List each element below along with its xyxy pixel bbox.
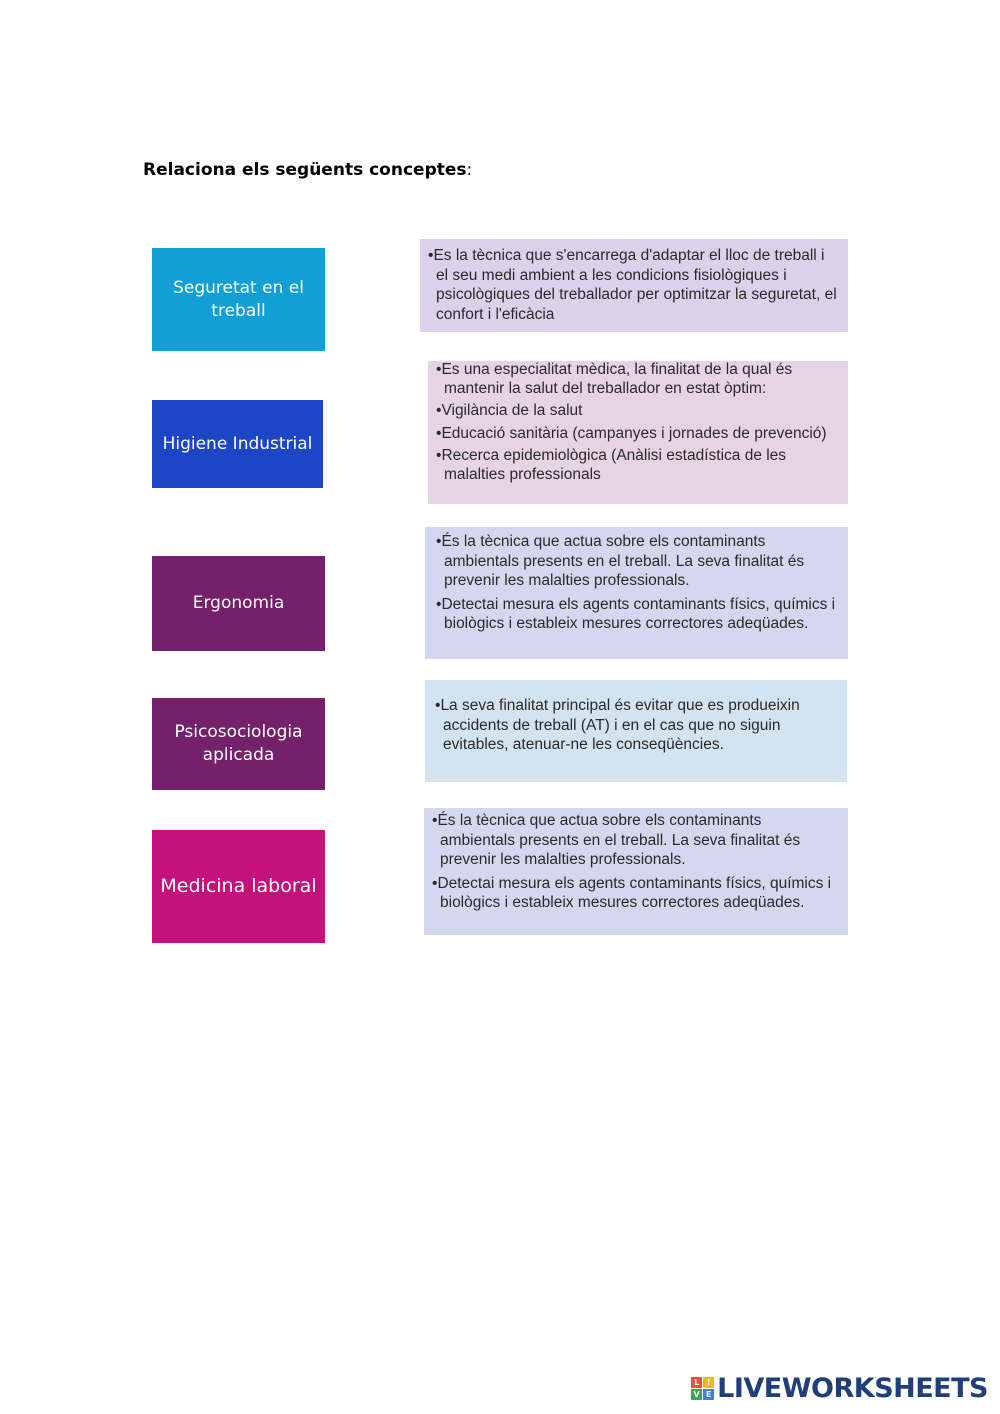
logo-mark-letter: E: [703, 1389, 714, 1400]
instruction-text: Relaciona els següents conceptes: [143, 160, 467, 180]
definition-box-5[interactable]: [424, 808, 848, 935]
definition-item: • Detectai mesura els agents contaminants físics, químics i biològics i estableix mesures correctores adeqüades.: [436, 595, 840, 634]
definition-item: • Vigilància de la salut: [436, 402, 840, 421]
concept-label: Seguretat en el treball: [173, 277, 304, 321]
logo-text: LIVEWORKSHEETS: [717, 1373, 988, 1404]
definition-box-2[interactable]: [428, 361, 848, 504]
definition-box-4[interactable]: [425, 680, 847, 782]
concept-label: Higiene Industrial: [162, 433, 313, 454]
instruction: [143, 160, 472, 180]
definition-item: • Detectai mesura els agents contaminants físics, químics i biològics i estableix mesures correctores adeqüades.: [432, 874, 840, 913]
definition-item: • És la tècnica que actua sobre els contaminants ambientals presents en el treball. La seva finalitat és prevenir les malalties professionals.: [432, 811, 840, 870]
logo-mark-icon: [691, 1377, 714, 1400]
concept-box-seguretat[interactable]: [152, 248, 325, 351]
concept-box-psicosociologia[interactable]: [152, 698, 325, 790]
definition-box-3[interactable]: [425, 527, 848, 659]
concept-box-ergonomia[interactable]: [152, 556, 325, 651]
liveworksheets-logo[interactable]: [691, 1373, 988, 1404]
definition-item: • És la tècnica que actua sobre els contaminants ambientals presents en el treball. La seva finalitat és prevenir les malalties professionals.: [436, 532, 840, 591]
concept-label: Ergonomia: [192, 593, 285, 613]
instruction-colon: :: [466, 160, 473, 180]
concept-label: Medicina laboral: [160, 875, 317, 897]
logo-mark-letter: I: [703, 1377, 714, 1388]
definition-box-1[interactable]: [420, 239, 848, 332]
definition-item: • Es una especialitat mèdica, la finalitat de la qual és mantenir la salut del treballador en estat òptim:: [436, 361, 840, 398]
concept-box-medicina[interactable]: [152, 830, 325, 943]
definition-item: • Educació sanitària (campanyes i jornades de prevenció): [436, 425, 840, 444]
concept-label: Psicosociologia aplicada: [174, 722, 303, 765]
logo-mark-letter: L: [691, 1377, 702, 1388]
definition-item: • Recerca epidemiològica (Anàlisi estadística de les malalties professionals: [436, 447, 840, 484]
concept-box-higiene[interactable]: [152, 400, 323, 488]
definition-item: • Es la tècnica que s'encarrega d'adaptar el lloc de treball i el seu medi ambient a les condicions fisiològiques i psicològiques del treballador per optimitzar la seguretat, el confort i l'eficàcia: [428, 246, 840, 324]
definition-item: • La seva finalitat principal és evitar que es produeixin accidents de treball (AT) i en el cas que no siguin evitables, atenuar-ne les conseqüències.: [435, 696, 839, 755]
logo-mark-letter: V: [691, 1389, 702, 1400]
